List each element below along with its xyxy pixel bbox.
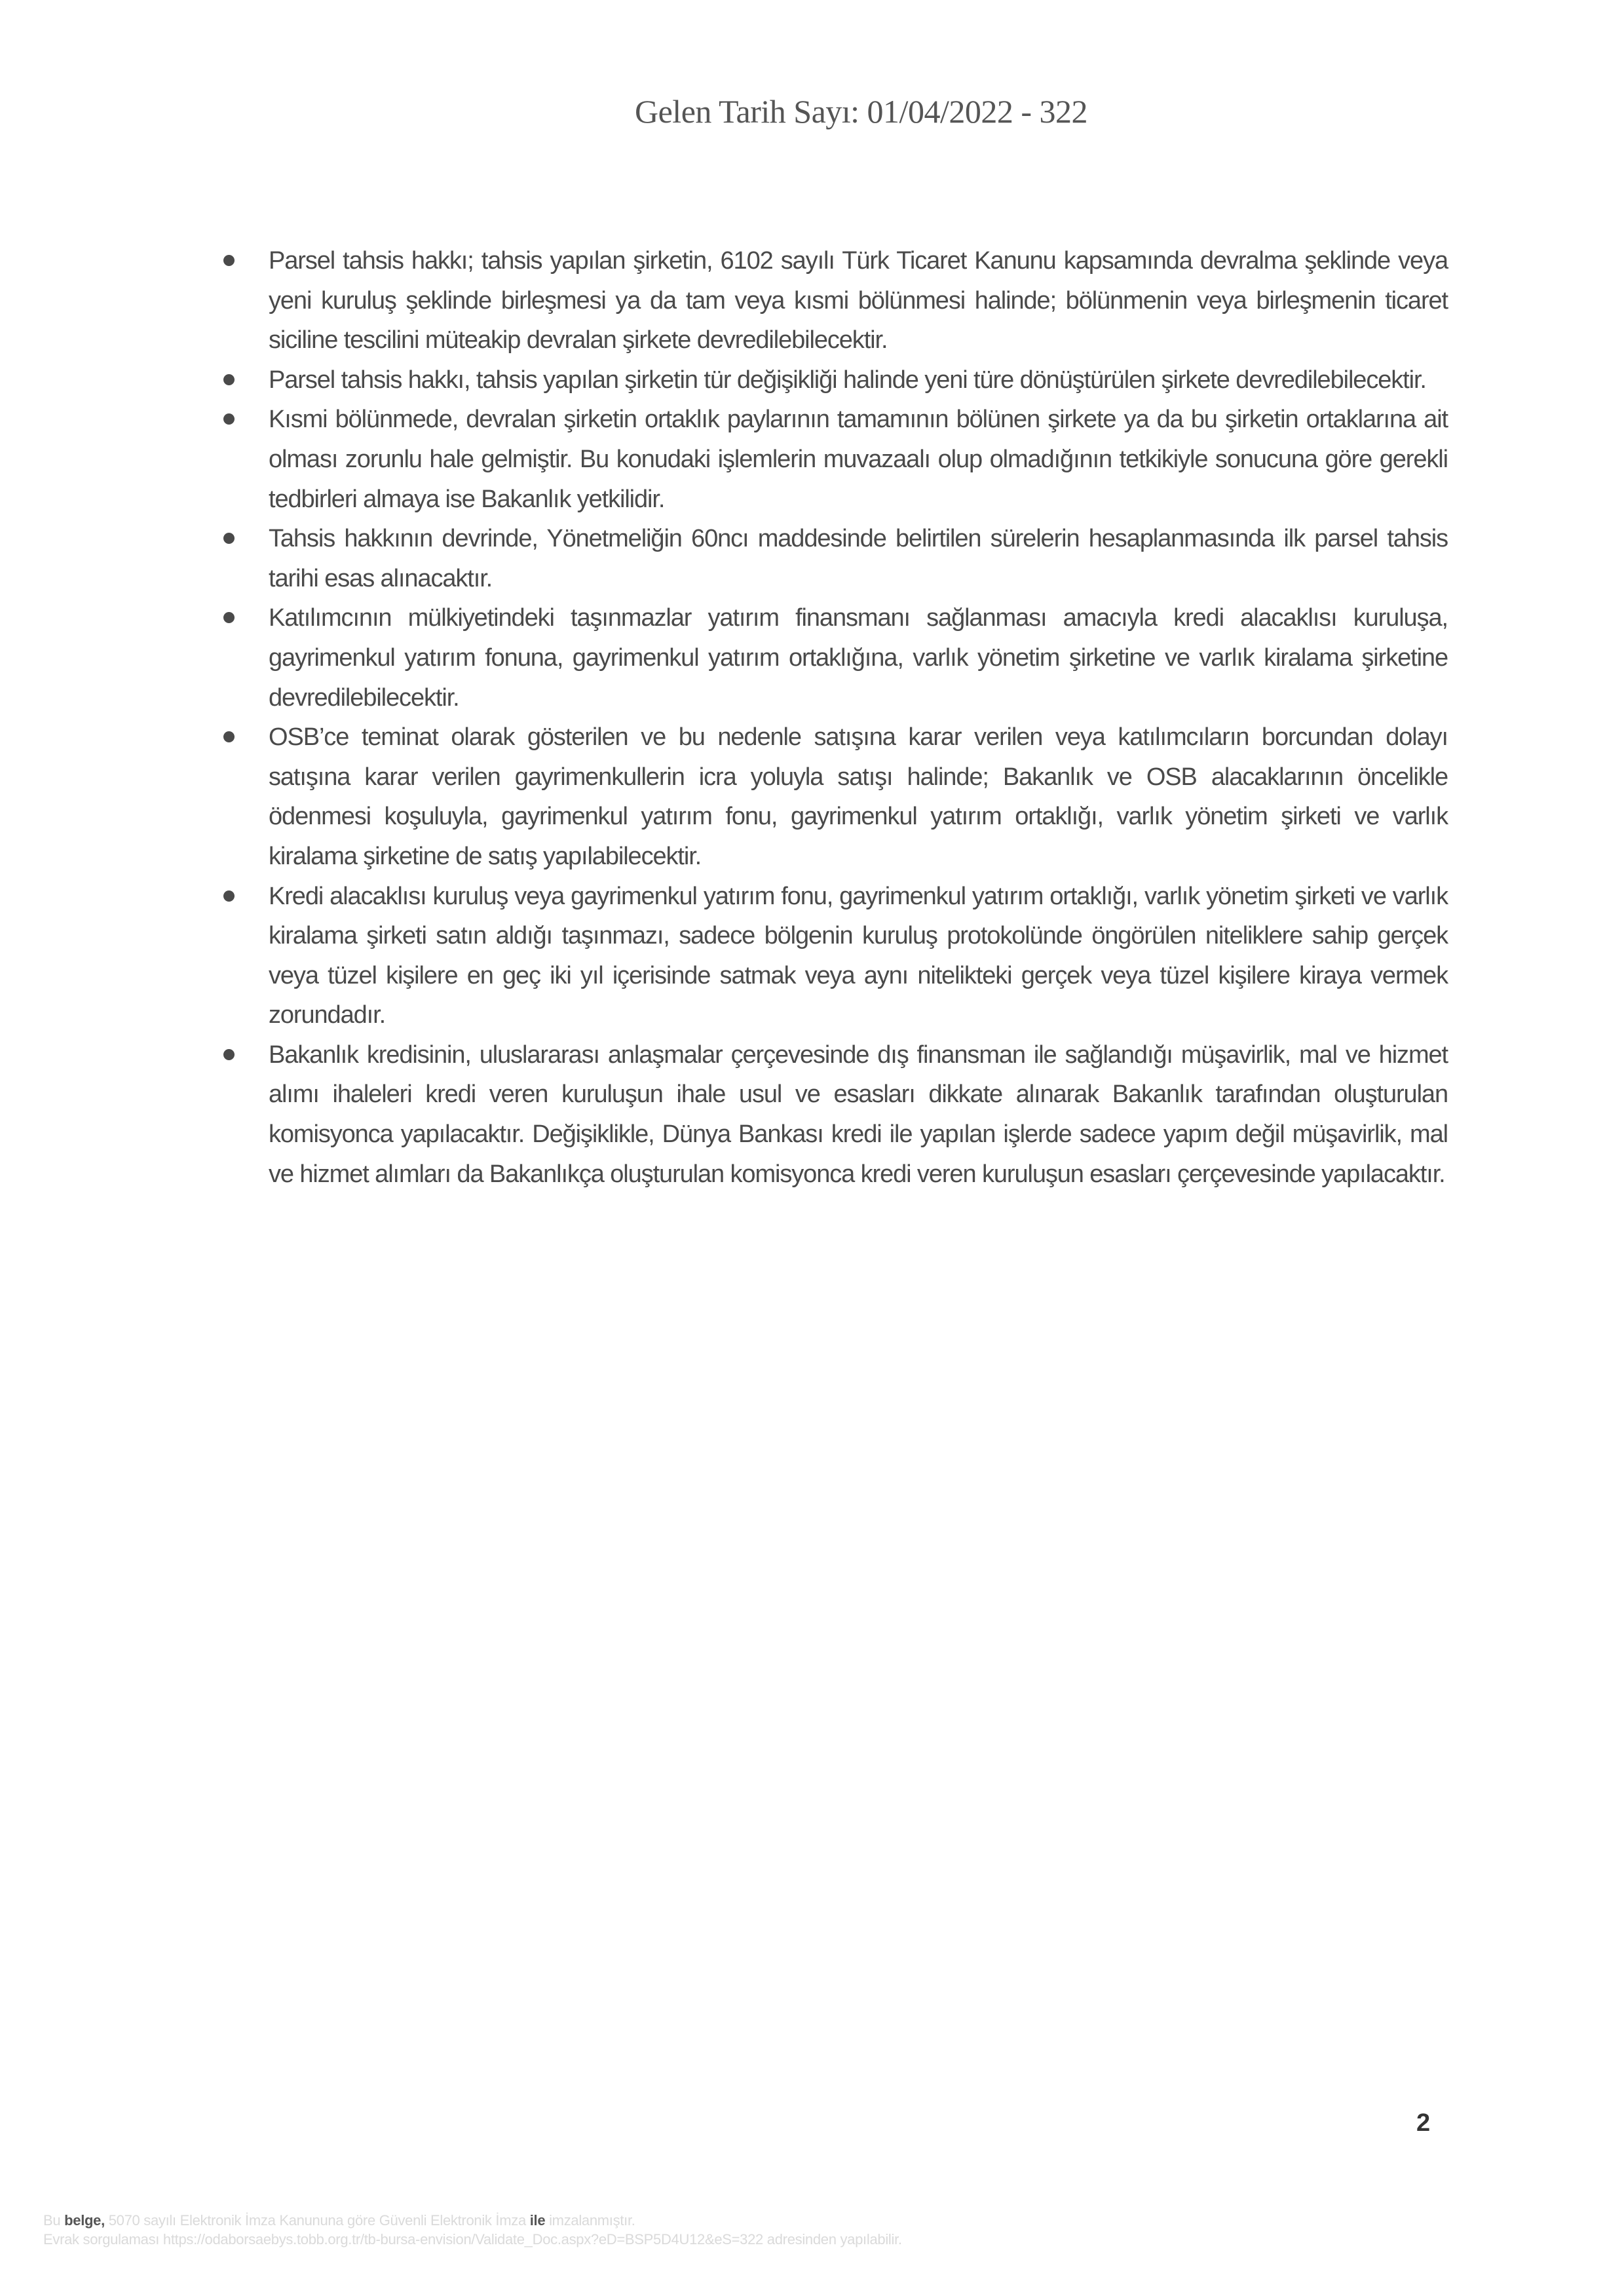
- bullet-list: [216, 241, 1448, 1194]
- incoming-date-number-stamp: [0, 90, 1624, 132]
- bullet-item: [216, 360, 1448, 400]
- bullet-text: Tahsis hakkının devrinde, Yönetmeliğin 60ncı maddesinde belirtilen sürelerin hesaplanmasında ilk parsel tahsis tarihi esas alınacaktır.: [269, 525, 1448, 592]
- bullet-dot-icon: [223, 1049, 235, 1060]
- bullet-dot-icon: [223, 612, 235, 623]
- bullet-text: Parsel tahsis hakkı; tahsis yapılan şirketin, 6102 sayılı Türk Ticaret Kanunu kapsamında devralma şeklinde veya yeni kuruluş şeklinde birleşmesi ya da tam veya kısmi bölünmesi halinde; bölünmenin veya birleşmenin ticaret siciline tescilini müteakip devralan şirkete devredilebilecektir.: [269, 247, 1448, 354]
- bullet-item: [216, 241, 1448, 360]
- page-number: 2: [1416, 2109, 1431, 2137]
- document-body: [216, 241, 1448, 1194]
- e-signature-footer: [43, 2211, 902, 2249]
- bullet-item: [216, 718, 1448, 876]
- bullet-item: [216, 1035, 1448, 1194]
- footer-verification-link[interactable]: Evrak sorgulaması https://odaborsaebys.tobb.org.tr/tb-bursa-envision/Validate_Doc.aspx?eD=BSP5D4U12&eS=322 adresinden yapılabilir.: [43, 2231, 902, 2248]
- bullet-item: [216, 519, 1448, 598]
- bullet-dot-icon: [223, 413, 235, 425]
- footer-text: imzalanmıştır.: [549, 2212, 635, 2229]
- bullet-item: [216, 400, 1448, 519]
- bullet-text: Kısmi bölünmede, devralan şirketin ortaklık paylarının tamamının bölünen şirkete ya da bu şirketin ortaklarına ait olması zorunlu hale gelmiştir. Bu konudaki işlemlerin muvazaalı olup olmadığının tetkikiyle sonucuna göre gerekli tedbirleri almaya ise Bakanlık yetkilidir.: [269, 406, 1448, 513]
- footer-text-strong: ile: [529, 2212, 546, 2229]
- bullet-dot-icon: [223, 374, 235, 385]
- incoming-date-label: Gelen Tarih Sayı: 01/04/2022 - 322: [635, 93, 1087, 130]
- bullet-text: Parsel tahsis hakkı, tahsis yapılan şirketin tür değişikliği halinde yeni türe dönüştürülen şirkete devredilebilecektir.: [269, 366, 1426, 394]
- bullet-text: Katılımcının mülkiyetindeki taşınmazlar yatırım finansmanı sağlanması amacıyla kredi alacaklısı kuruluşa, gayrimenkul yatırım fonuna, gayrimenkul yatırım ortaklığına, varlık yönetim şirketine ve varlık kiralama şirketine devredilebilecektir.: [269, 604, 1448, 712]
- footer-text-strong: belge,: [64, 2212, 105, 2229]
- footer-text: Bu: [43, 2212, 61, 2229]
- footer-signature-line: [43, 2211, 902, 2230]
- bullet-dot-icon: [223, 890, 235, 902]
- bullet-item: [216, 877, 1448, 1035]
- bullet-dot-icon: [223, 255, 235, 266]
- footer-text: 5070 sayılı Elektronik İmza Kanununa göre Güvenli Elektronik İmza: [108, 2212, 526, 2229]
- bullet-text: Kredi alacaklısı kuruluş veya gayrimenkul yatırım fonu, gayrimenkul yatırım ortaklığı, varlık yönetim şirketi ve varlık kiralama şirketi satın aldığı taşınmazı, sadece bölgenin kuruluş protokolünde öngörülen niteliklere sahip gerçek veya tüzel kişilere en geç iki yıl içerisinde satmak veya aynı nitelikteki gerçek veya tüzel kişilere kiraya vermek zorundadır.: [269, 882, 1448, 1029]
- bullet-text: OSB’ce teminat olarak gösterilen ve bu nedenle satışına karar verilen veya katılımcıların borcundan dolayı satışına karar verilen gayrimenkullerin icra yoluyla satışı halinde; Bakanlık ve OSB alacaklarının öncelikle ödenmesi koşuluyla, gayrimenkul yatırım fonu, gayrimenkul yatırım ortaklığı, varlık yönetim şirketi ve varlık kiralama şirketine de satış yapılabilecektir.: [269, 723, 1448, 870]
- bullet-dot-icon: [223, 731, 235, 742]
- bullet-dot-icon: [223, 533, 235, 544]
- bullet-item: [216, 598, 1448, 718]
- bullet-text: Bakanlık kredisinin, uluslararası anlaşmalar çerçevesinde dış finansman ile sağlandığı müşavirlik, mal ve hizmet alımı ihaleleri kredi veren kuruluşun ihale usul ve esasları dikkate alınarak Bakanlık tarafından oluşturulan komisyonca yapılacaktır. Değişiklikle, Dünya Bankası kredi ile yapılan işlerde sadece yapım değil müşavirlik, mal ve hizmet alımları da Bakanlıkça oluşturulan komisyonca kredi veren kuruluşun esasları çerçevesinde yapılacaktır.: [269, 1041, 1448, 1188]
